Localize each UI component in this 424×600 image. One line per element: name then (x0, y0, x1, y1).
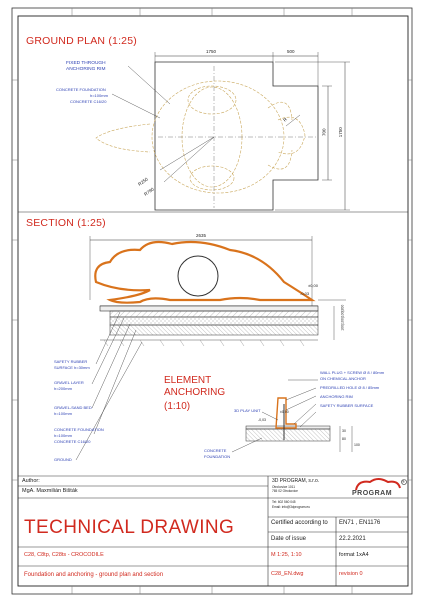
label-h: h=100mm (90, 93, 108, 98)
logo-text: PROGRAM (352, 490, 393, 497)
dim-top: 1750 (206, 49, 217, 54)
dim-right-top: 500 (287, 49, 295, 54)
revision: revision 0 (339, 571, 363, 577)
company-addr2: 765 02 Otrokovice (272, 489, 298, 493)
dim-radius-small: R250 (137, 176, 149, 187)
anchoring-drawing (232, 380, 352, 452)
label-concrete1: CONCRETE (204, 448, 227, 453)
label-anchoring: ANCHORING RIM (66, 67, 106, 72)
label-ground: GROUND (54, 457, 72, 462)
label-concrete2: FOUNDATION (204, 454, 231, 459)
anchoring-title-2: ANCHORING (164, 387, 226, 398)
label-concrete-found: CONCRETE FOUNDATION (56, 87, 106, 92)
author-name: MgA. Maxmilián Bišták (22, 488, 78, 494)
anchoring-title-3: (1:10) (164, 401, 191, 412)
label-safety: SAFETY RUBBER SURFACE (320, 403, 374, 408)
label-play-unit: 3D PLAY UNIT (234, 408, 261, 413)
anch-dim-c: 30 (342, 429, 346, 433)
anch-dim-a: -0,03 (258, 418, 266, 422)
dim-radius-large: R780 (143, 186, 155, 197)
certified-label: Certified according to (271, 520, 328, 526)
ground-plan-title: GROUND PLAN (1:25) (26, 35, 137, 47)
dim-side-large: 1750 (337, 127, 343, 138)
logo-mark: ® (402, 479, 405, 484)
dim-level1: ±0,00 (308, 283, 318, 288)
label-surface: SURFACE h=30mm (54, 365, 90, 370)
dim-width: 2635 (196, 233, 207, 238)
label-concrete-c-section: CONCRETE C16/20 (54, 439, 91, 444)
label-chemical: ON CHEMICAL ANCHOR (320, 376, 366, 381)
dim-heights: 100|100|100|200 (340, 304, 345, 331)
label-fixed: FIXED THROUGH (66, 61, 106, 66)
author-label: Author: (22, 478, 40, 484)
label-predrilled: PREDRILLED HOLE Ø 8 / 85mm (320, 385, 380, 390)
section-title: SECTION (1:25) (26, 217, 106, 229)
label-wall-plug: WALL PLUG + SCREW Ø 8 / 80mm (320, 370, 385, 375)
certified-value: EN71 , EN1176 (339, 520, 381, 526)
product-name: C28, C8tp, C28ts - CROCODILE (24, 552, 104, 558)
label-gravel-sand: GRAVEL-SAND BED (54, 405, 92, 410)
date-value: 22.2.2021 (339, 536, 366, 542)
scale: M 1:25, 1:10 (271, 552, 302, 558)
label-gravel-h: h=200mm (54, 386, 72, 391)
label-safety-rubber: SAFETY RUBBER (54, 359, 88, 364)
label-gravel-sand-h: h=100mm (54, 411, 72, 416)
company-logo (352, 476, 408, 498)
label-concrete-foundation: CONCRETE FOUNDATION (54, 427, 104, 432)
company-addr1: Otrokovice 1011 (272, 485, 295, 489)
date-label: Date of issue (271, 536, 307, 542)
company-email: Email: info@3dprogram.eu (272, 505, 310, 509)
company-tel: Tel: 602 560 045 (272, 500, 296, 504)
label-concrete-c: CONCRETE C16/20 (70, 99, 107, 104)
anch-dim-b: ±0,00 (280, 410, 289, 414)
anchoring-title-1: ELEMENT (164, 375, 212, 386)
main-title: TECHNICAL DRAWING (24, 517, 235, 538)
dim-side-small: 700 (321, 128, 327, 137)
company-name: 3D PROGRAM, s.r.o. (272, 478, 320, 484)
subject: Foundation and anchoring - ground plan and section (24, 572, 164, 578)
anch-dim-e: 100 (354, 443, 360, 447)
dim-level2: -0,03 (300, 291, 310, 296)
label-rim: ANCHORING RIM (320, 394, 353, 399)
label-concrete-h: h=100mm (54, 433, 72, 438)
format: format 1xA4 (339, 552, 369, 558)
anch-dim-d: 80 (342, 437, 346, 441)
file-name: C28_EN.dwg (271, 571, 304, 577)
dim-r: R (282, 116, 288, 123)
label-gravel-layer: GRAVEL LAYER (54, 380, 84, 385)
